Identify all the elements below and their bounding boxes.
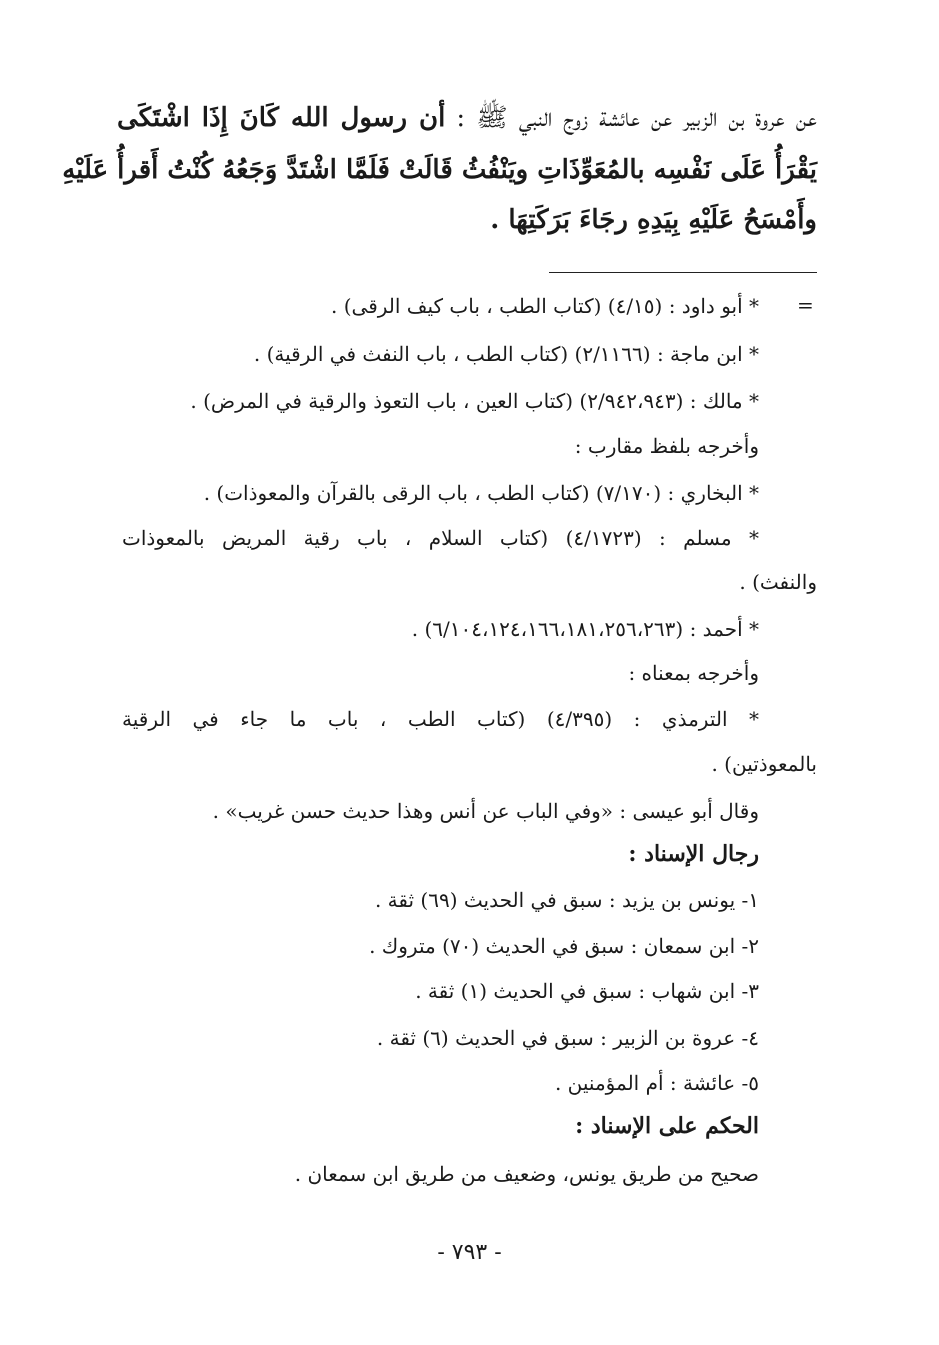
hadith-line-1	[117, 98, 817, 138]
footnote-bukhari: * البخاري : (٧/١٧٠) (كتاب الطب ، باب الرقى بالقرآن والمعوذات) .	[203, 481, 759, 505]
narrator-item: ٣- ابن شهاب : سبق في الحديث (١) ثقة .	[415, 979, 759, 1003]
narrator-item: ٥- عائشة : أم المؤمنين .	[554, 1071, 759, 1095]
narrator-item: ٤- عروة بن الزبير : سبق في الحديث (٦) ثقة .	[376, 1026, 759, 1050]
footnote-tirmidhi-line-2: بالمعوذتين) .	[711, 752, 817, 776]
narrator-item: ١- يونس بن يزيد : سبق في الحديث (٦٩) ثقة .	[374, 888, 759, 912]
footnote-same-meaning: وأخرجه بمعناه :	[628, 661, 759, 685]
continuation-marker: =	[797, 293, 814, 317]
footnote-muslim-line-2: والنفث) .	[739, 570, 817, 594]
footnote-similar-wording: وأخرجه بلفظ مقارب :	[574, 434, 759, 458]
footnote-malik: * مالك : (٢/٩٤٢،٩٤٣) (كتاب العين ، باب التعوذ والرقية في المرض) .	[190, 389, 759, 413]
hadith-matn-start: أن رسول الله كَانَ إِذَا اشْتَكَى	[117, 103, 446, 133]
hadith-chain-text: عن عروة بن الزبير عن عائشة زوج النبي ﷺ :	[445, 103, 817, 133]
hadith-line-3: وأَمْسَحُ عَلَيْهِ بِيَدِهِ رجَاءَ بَرَكَتِهَا .	[490, 205, 817, 235]
footnote-divider	[549, 272, 817, 273]
ruling-heading: الحكم على الإسناد :	[575, 1113, 759, 1139]
footnote-abu-dawud: * أبو داود : (٤/١٥) (كتاب الطب ، باب كيف الرقى) .	[331, 294, 759, 318]
ruling-text: صحيح من طريق يونس، وضعيف من طريق ابن سمعان .	[294, 1162, 759, 1186]
hadith-line-2: يَقْرَأُ عَلَى نَفْسِه بالمُعَوِّذَاتِ ويَنْفُثُ قَالَتْ فَلَمَّا اشْتَدَّ وَجَعُهُ كُنْتُ أَقرأُ عَلَيْهِ	[62, 155, 817, 185]
footnote-ahmad: * أحمد : (٦/١٠٤،١٢٤،١٦٦،١٨١،٢٥٦،٢٦٣) .	[411, 617, 759, 641]
narrator-item: ٢- ابن سمعان : سبق في الحديث (٧٠) متروك .	[369, 934, 759, 958]
footnote-ibn-majah: * ابن ماجة : (٢/١١٦٦) (كتاب الطب ، باب النفث في الرقية) .	[253, 342, 759, 366]
footnote-muslim-line-1: * مسلم : (٤/١٧٢٣) (كتاب السلام ، باب رقية المريض بالمعوذات	[122, 526, 759, 550]
page-number: - ٧٩٣ -	[437, 1240, 502, 1265]
narrators-heading: رجال الإسناد :	[628, 841, 759, 867]
footnote-tirmidhi-line-1: * الترمذي : (٤/٣٩٥) (كتاب الطب ، باب ما جاء في الرقية	[122, 707, 760, 731]
footnote-abu-isa-quote: وقال أبو عيسى : «وفي الباب عن أنس وهذا حديث حسن غريب» .	[212, 799, 759, 823]
